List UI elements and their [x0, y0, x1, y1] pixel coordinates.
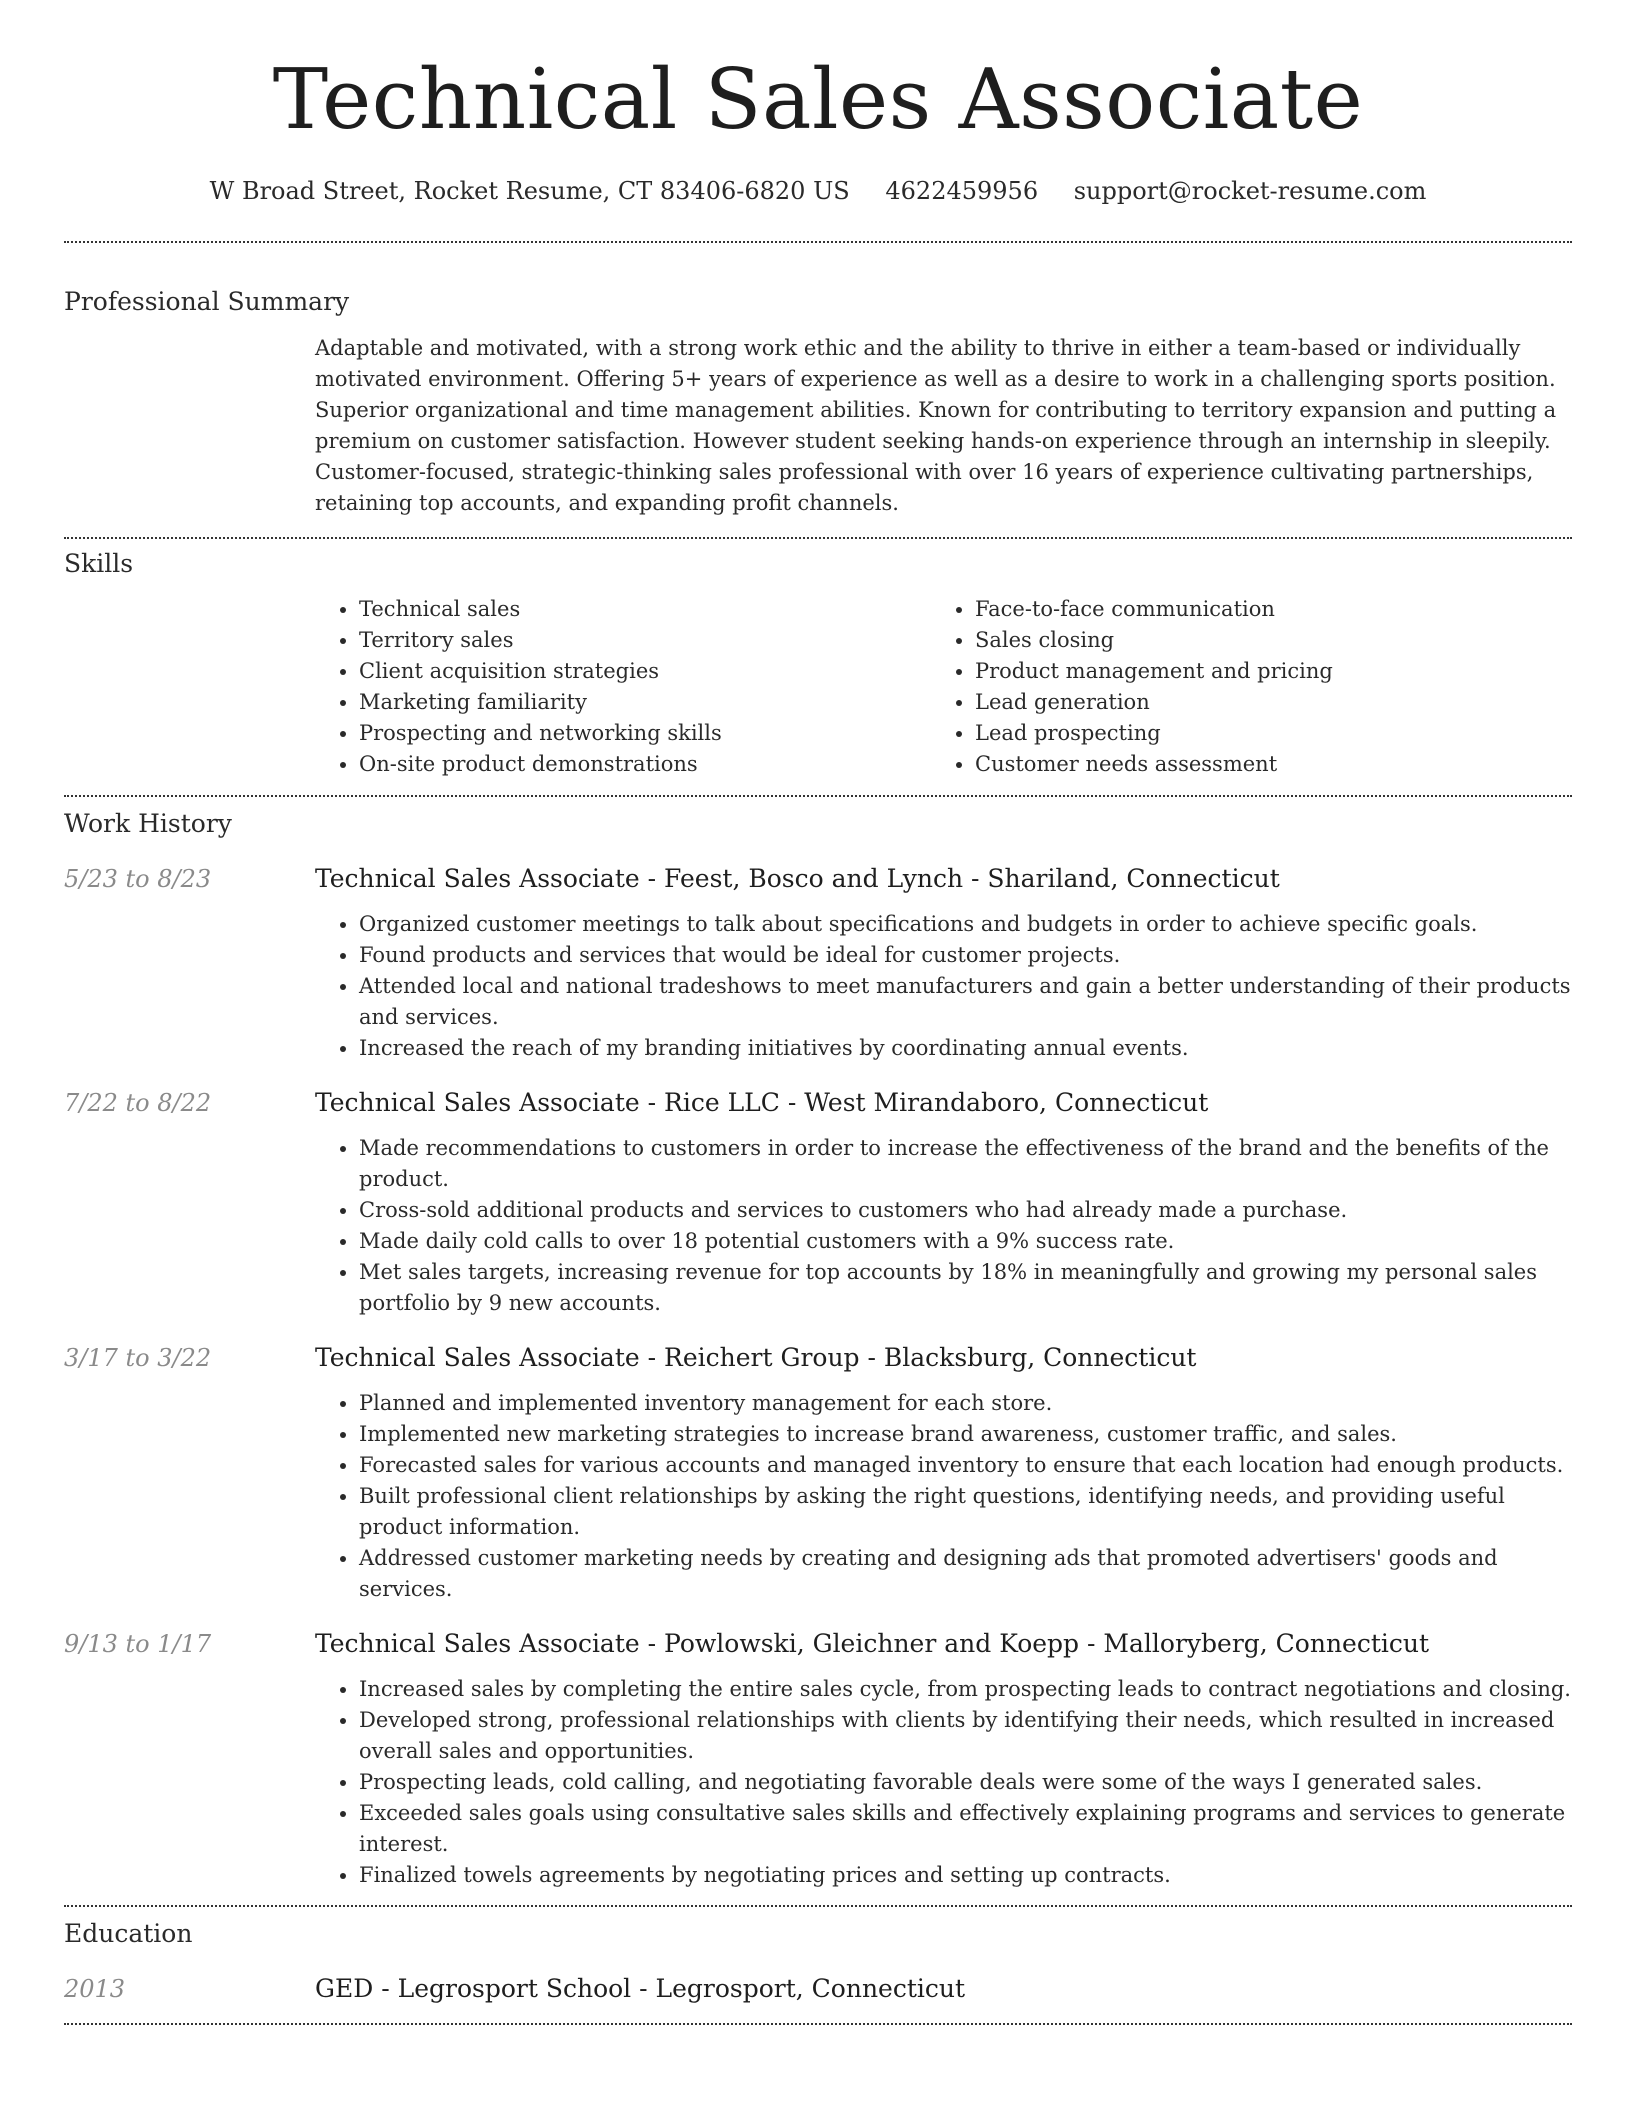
job-bullet: • Made daily cold calls to over 18 potential customers with a 9% success rate.: [359, 1226, 1572, 1257]
job-date: 9/13 to 1/17: [64, 1630, 212, 1658]
skill-item: • Client acquisition strategies: [359, 656, 931, 687]
job-bullet: • Planned and implemented inventory management for each store.: [359, 1388, 1572, 1419]
education-heading: GED - Legrosport School - Legrosport, Connecticut: [315, 1974, 966, 2003]
job-heading: Technical Sales Associate - Powlowski, Gleichner and Koepp - Malloryberg, Connecticut: [315, 1629, 1430, 1658]
education-entry: [64, 1974, 1572, 2003]
skill-item: • Face-to-face communication: [975, 594, 1547, 625]
skill-item: • Product management and pricing: [975, 656, 1547, 687]
skills-list: [315, 594, 1572, 780]
job-header: [64, 864, 1572, 893]
job-bullet: • Cross-sold additional products and services to customers who had already made a purchase.: [359, 1195, 1572, 1226]
job-entry: [64, 1343, 1572, 1605]
job-date: 5/23 to 8/23: [64, 865, 212, 893]
job-bullets: [315, 1388, 1572, 1605]
job-bullet: • Finalized towels agreements by negotiating prices and setting up contracts.: [359, 1860, 1572, 1891]
job-bullet: • Found products and services that would be ideal for customer projects.: [359, 940, 1572, 971]
section-title-summary: Professional Summary: [64, 287, 350, 316]
skill-item: • Customer needs assessment: [975, 749, 1547, 780]
education-date: 2013: [64, 1975, 126, 2003]
job-entry: [64, 864, 1572, 1064]
contact-email: support@rocket-resume.com: [1073, 177, 1427, 205]
skill-item: • Prospecting and networking skills: [359, 718, 931, 749]
contact-line: [64, 177, 1572, 205]
skills-column-left: [315, 594, 931, 780]
resume-name: Technical Sales Associate: [272, 51, 1364, 148]
job-heading: Technical Sales Associate - Feest, Bosco and Lynch - Shariland, Connecticut: [315, 864, 1280, 893]
contact-phone: 4622459956: [885, 177, 1039, 205]
job-bullet: • Prospecting leads, cold calling, and negotiating favorable deals were some of the ways I generated sales.: [359, 1767, 1572, 1798]
skill-item: • Marketing familiarity: [359, 687, 931, 718]
divider: [64, 1905, 1572, 1907]
summary-text: Adaptable and motivated, with a strong work ethic and the ability to thrive in either a team-based or individually motivated environment. Offering 5+ years of experience as well as a desire to work in a challenging sports position. Superior organizational and time management abilities. Known for contributing to territory expansion and putting a premium on customer satisfaction. However student seeking hands-on experience through an internship in sleepily. Customer-focused, strategic-thinking sales professional with over 16 years of experience cultivating partnerships, retaining top accounts, and expanding profit channels.: [315, 336, 1557, 515]
job-header: [64, 1088, 1572, 1117]
skill-item: • Technical sales: [359, 594, 931, 625]
divider: [64, 2023, 1572, 2025]
job-bullet: • Built professional client relationships by asking the right questions, identifying needs, and providing useful product information.: [359, 1481, 1572, 1543]
skill-item: • Sales closing: [975, 625, 1547, 656]
job-header: [64, 1629, 1572, 1658]
job-bullet: • Developed strong, professional relationships with clients by identifying their needs, which resulted in increased overall sales and opportunities.: [359, 1705, 1572, 1767]
job-bullets: [315, 909, 1572, 1064]
job-bullet: • Implemented new marketing strategies to increase brand awareness, customer traffic, and sales.: [359, 1419, 1572, 1450]
section-title-work: Work History: [64, 809, 232, 838]
skill-item: • On-site product demonstrations: [359, 749, 931, 780]
section-title-education: Education: [64, 1919, 193, 1948]
job-bullet: • Forecasted sales for various accounts and managed inventory to ensure that each location had enough products.: [359, 1450, 1572, 1481]
job-bullet: • Increased the reach of my branding initiatives by coordinating annual events.: [359, 1033, 1572, 1064]
job-bullet: • Increased sales by completing the entire sales cycle, from prospecting leads to contract negotiations and closing.: [359, 1674, 1572, 1705]
job-date: 7/22 to 8/22: [64, 1089, 212, 1117]
skill-item: • Lead generation: [975, 687, 1547, 718]
job-entry: [64, 1629, 1572, 1891]
job-bullet: • Organized customer meetings to talk about specifications and budgets in order to achieve specific goals.: [359, 909, 1572, 940]
job-heading: Technical Sales Associate - Rice LLC - West Mirandaboro, Connecticut: [315, 1088, 1209, 1117]
skills-column-right: [931, 594, 1547, 780]
contact-address: W Broad Street, Rocket Resume, CT 83406-6820 US: [209, 177, 850, 205]
job-bullet: • Addressed customer marketing needs by creating and designing ads that promoted advertisers' goods and services.: [359, 1543, 1572, 1605]
divider: [64, 241, 1572, 243]
job-bullets: [315, 1133, 1572, 1319]
job-bullets: [315, 1674, 1572, 1891]
job-heading: Technical Sales Associate - Reichert Group - Blacksburg, Connecticut: [315, 1343, 1197, 1372]
job-bullet: • Made recommendations to customers in order to increase the effectiveness of the brand and the benefits of the product.: [359, 1133, 1572, 1195]
resume-page: [64, 0, 1572, 2025]
job-header: [64, 1343, 1572, 1372]
job-entry: [64, 1088, 1572, 1319]
job-bullet: • Met sales targets, increasing revenue for top accounts by 18% in meaningfully and growing my personal sales portfolio by 9 new accounts.: [359, 1257, 1572, 1319]
job-bullet: • Exceeded sales goals using consultative sales skills and effectively explaining programs and services to generate interest.: [359, 1798, 1572, 1860]
skill-item: • Lead prospecting: [975, 718, 1547, 749]
section-title-skills: Skills: [64, 549, 134, 578]
skill-item: • Territory sales: [359, 625, 931, 656]
divider: [64, 537, 1572, 539]
job-bullet: • Attended local and national tradeshows to meet manufacturers and gain a better understanding of their products and services.: [359, 971, 1572, 1033]
divider: [64, 795, 1572, 797]
job-date: 3/17 to 3/22: [64, 1344, 212, 1372]
